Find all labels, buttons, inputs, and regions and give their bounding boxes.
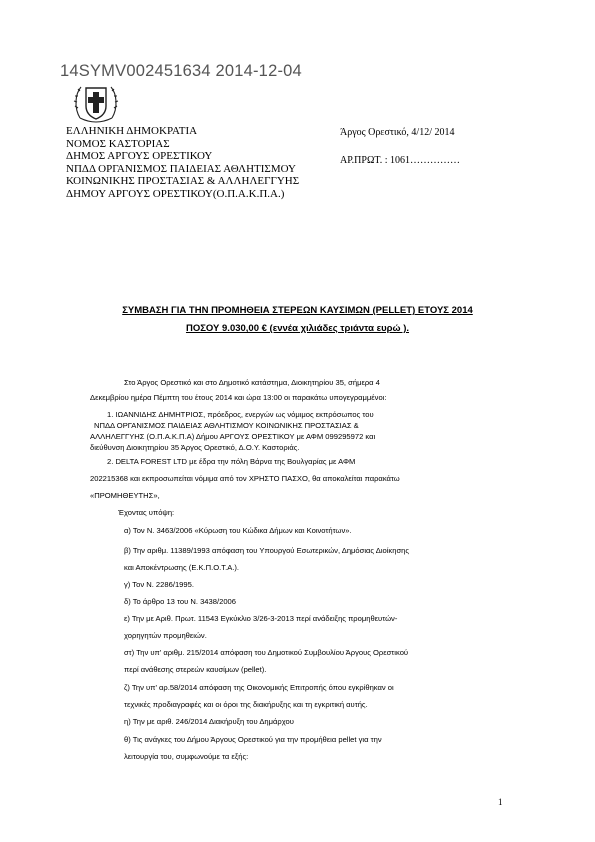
- consideration-item: ζ) Την υπ' αρ.58/2014 απόφαση της Οικονομικής Επιτροπής όπου εγκρίθηκαν οι: [124, 683, 394, 692]
- consideration-item: β) Την αριθμ. 11389/1993 απόφαση του Υπουργού Εσωτερικών, Δημόσιας Διοίκησης: [124, 546, 410, 555]
- consideration-item: δ) Το άρθρο 13 του Ν. 3438/2006: [124, 597, 236, 606]
- consideration-item: χορηγητών προμηθειών.: [124, 631, 207, 640]
- issuer-block: [66, 125, 299, 200]
- greek-coat-of-arms-icon: [72, 78, 120, 126]
- watermark-stamp: 14SYMV002451634 2014-12-04: [60, 62, 302, 80]
- consideration-item: στ) Την υπ' αριθμ. 215/2014 απόφαση του Δημοτικού Συμβουλίου Άργους Ορεστικού: [124, 648, 409, 657]
- party-1-line: 1. ΙΩΑΝΝΙΔΗΣ ΔΗΜΗΤΡΙΟΣ, πρόεδρος, ενεργών ως νόμιμος εκπρόσωπος του: [107, 410, 374, 419]
- issuer-line: ΕΛΛΗΝΙΚΗ ΔΗΜΟΚΡΑΤΙΑ: [66, 125, 198, 137]
- issuer-line: ΚΟΙΝΩΝΙΚΗΣ ΠΡΟΣΤΑΣΙΑΣ & ΑΛΛΗΛΕΓΓΥΗΣ: [66, 175, 300, 187]
- consideration-item: ε) Την με Αριθ. Πρωτ. 11543 Εγκύκλιο 3/26-3-2013 περί ανάδειξης προμηθευτών-: [124, 614, 398, 623]
- body-line: Στο Άργος Ορεστικό και στο Δημοτικό κατάστημα, Διοικητηρίου 35, σήμερα 4: [124, 378, 380, 387]
- issuer-line: ΝΟΜΟΣ ΚΑΣΤΟΡΙΑΣ: [66, 137, 170, 150]
- party-2-line: «ΠΡΟΜΗΘΕΥΤΗΣ»,: [90, 491, 160, 500]
- party-1-line: διεύθυνση Διοικητηρίου 35 Άργος Ορεστικό, Δ.Ο.Υ. Καστοριάς.: [90, 443, 300, 452]
- issuer-line: ΔΗΜΟΣ ΑΡΓΟΥΣ ΟΡΕΣΤΙΚΟΥ: [66, 150, 213, 162]
- protocol-number: ΑΡ.ΠΡΩΤ. : 1061……………: [340, 155, 461, 166]
- place-date: Άργος Ορεστικό, 4/12/ 2014: [340, 127, 455, 138]
- party-2-line: 202215368 και εκπροσωπείται νόμιμα από τον ΧΡΗΣΤΟ ΠΑΣΧΟ, θα αποκαλείται παρακάτω: [90, 474, 400, 483]
- consideration-item: λειτουργία του, συμφωνούμε τα εξής:: [124, 752, 249, 761]
- considerations-heading: Έχοντας υπόψη:: [118, 508, 175, 517]
- contract-amount: ΠΟΣΟΥ 9.030,00 € (εννέα χιλιάδες τριάντα ευρώ ).: [185, 323, 410, 334]
- issuer-line: ΔΗΜΟΥ ΑΡΓΟΥΣ ΟΡΕΣΤΙΚΟΥ(Ο.Π.Α.Κ.Π.Α.): [66, 187, 285, 200]
- consideration-item: γ) Τον Ν. 2286/1995.: [124, 580, 194, 589]
- body-line: Δεκεμβρίου ημέρα Πέμπτη του έτους 2014 και ώρα 13:00 οι παρακάτω υπογεγραμμένοι:: [90, 393, 387, 402]
- party-1-line: ΑΛΛΗΛΕΓΓΥΗΣ (Ο.Π.Α.Κ.Π.Α) Δήμου ΑΡΓΟΥΣ ΟΡΕΣΤΙΚΟΥ με ΑΦΜ 099295972 και: [90, 432, 376, 441]
- consideration-item: και Αποκέντρωσης (Ε.Κ.Π.Ο.Τ.Α.).: [124, 563, 240, 572]
- consideration-item: θ) Τις ανάγκες του Δήμου Άργους Ορεστικού για την προμήθεια pellet για την: [124, 735, 382, 744]
- consideration-item: τεχνικές προδιαγραφές και οι όροι της διακήρυξης και τη εγκριτική αυτής.: [124, 700, 368, 709]
- party-1-line: ΝΠΔΔ ΟΡΓΑΝΙΣΜΟΣ ΠΑΙΔΕΙΑΣ ΑΘΛΗΤΙΣΜΟΥ ΚΟΙΝΩΝΙΚΗΣ ΠΡΟΣΤΑΣΙΑΣ &: [94, 421, 359, 430]
- consideration-item: α) Τον Ν. 3463/2006 «Κύρωση του Κώδικα Δήμων και Κοινοτήτων».: [124, 526, 352, 535]
- consideration-item: περί ανάθεσης στερεών καυσίμων (pellet).: [124, 665, 267, 674]
- issuer-line: ΝΠΔΔ ΟΡΓΑΝΙΣΜΟΣ ΠΑΙΔΕΙΑΣ ΑΘΛΗΤΙΣΜΟΥ: [66, 162, 296, 175]
- page-number: 1: [498, 797, 503, 807]
- consideration-item: η) Την με αριθ. 246/2014 Διακήρυξη του Δημάρχου: [124, 717, 294, 726]
- contract-title: ΣΥΜΒΑΣΗ ΓΙΑ ΤΗΝ ΠΡΟΜΗΘΕΙΑ ΣΤΕΡΕΩΝ ΚΑΥΣΙΜΩΝ (PELLET) ΕΤΟΥΣ 2014: [122, 305, 473, 316]
- party-2-line: 2. DELTA FOREST LTD με έδρα την πόλη Βάρνα της Βουλγαρίας με ΑΦΜ: [107, 457, 356, 466]
